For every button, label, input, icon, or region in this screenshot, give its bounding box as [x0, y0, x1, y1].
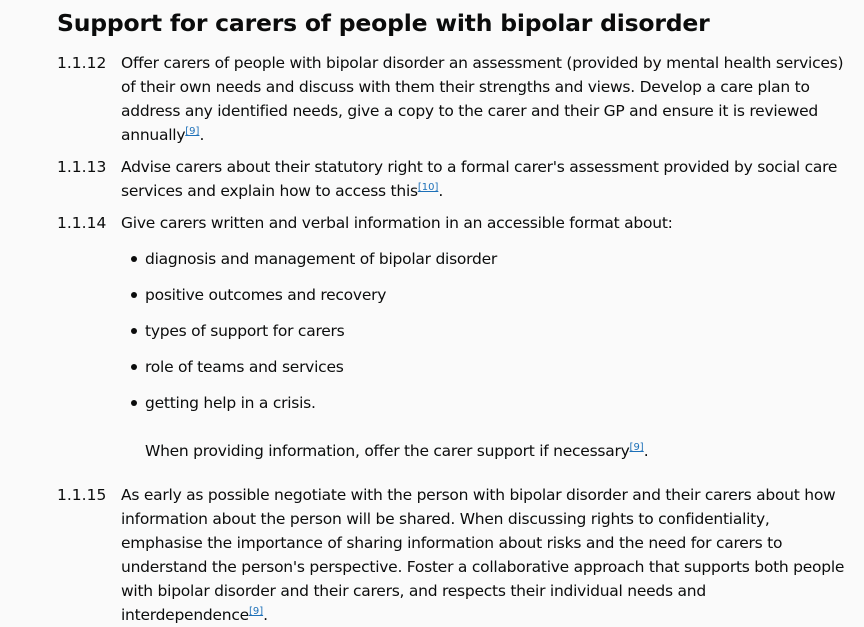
- bullet-icon: [131, 328, 137, 334]
- recommendation-1-1-13: [57, 155, 847, 203]
- recommendation-1-1-14: [57, 211, 847, 463]
- list-item: role of teams and services: [131, 355, 847, 379]
- recommendation-body: [121, 51, 847, 147]
- support-note: When providing information, offer the carer support if necessary[9].: [145, 442, 649, 460]
- footnote-link-9[interactable]: [9]: [629, 442, 644, 453]
- footnote-link-9[interactable]: [9]: [248, 606, 264, 617]
- list-item: getting help in a crisis.: [131, 391, 847, 415]
- recommendation-body: [121, 155, 847, 203]
- bullet-icon: [131, 256, 137, 262]
- recommendation-text: As early as possible negotiate with the person with bipolar disorder and their carers about how information about the person will be shared. When discussing rights to confidentiality, emphasise the importance of sharing information about risks and the need for carers to understand the person's perspective. Foster a collaborative approach that supports both people with bipolar disorder and their carers, and respects their individual needs and interdependence[9].: [121, 486, 845, 624]
- recommendation-number: 1.1.15: [57, 486, 107, 504]
- recommendation-text: Offer carers of people with bipolar disorder an assessment (provided by mental health services) of their own needs and discuss with them their strengths and views. Develop a care plan to address any identified needs, give a copy to the carer and their GP and ensure it is reviewed annually[9].: [121, 54, 844, 144]
- footnote-link-9[interactable]: [9]: [185, 126, 200, 137]
- footnote-link-10[interactable]: [10]: [417, 182, 439, 193]
- section-heading: Support for carers of people with bipolar disorder: [57, 9, 710, 37]
- list-item: positive outcomes and recovery: [131, 283, 847, 307]
- recommendation-1-1-12: [57, 51, 847, 147]
- bullet-icon: [131, 292, 137, 298]
- information-list: [121, 247, 847, 415]
- list-item: types of support for carers: [131, 319, 847, 343]
- recommendation-text: Advise carers about their statutory right to a formal carer's assessment provided by social care services and explain how to access this[10].: [121, 158, 838, 200]
- recommendation-body: [121, 483, 847, 627]
- recommendation-number: 1.1.14: [57, 214, 107, 232]
- recommendation-number: 1.1.13: [57, 158, 107, 176]
- recommendation-text: Give carers written and verbal information in an accessible format about:: [121, 214, 673, 232]
- list-item: diagnosis and management of bipolar disorder: [131, 247, 847, 271]
- recommendation-1-1-15: [57, 483, 847, 627]
- bullet-icon: [131, 400, 137, 406]
- bullet-icon: [131, 364, 137, 370]
- recommendation-number: 1.1.12: [57, 54, 107, 72]
- document-page: [57, 7, 847, 627]
- recommendation-body: [121, 211, 847, 463]
